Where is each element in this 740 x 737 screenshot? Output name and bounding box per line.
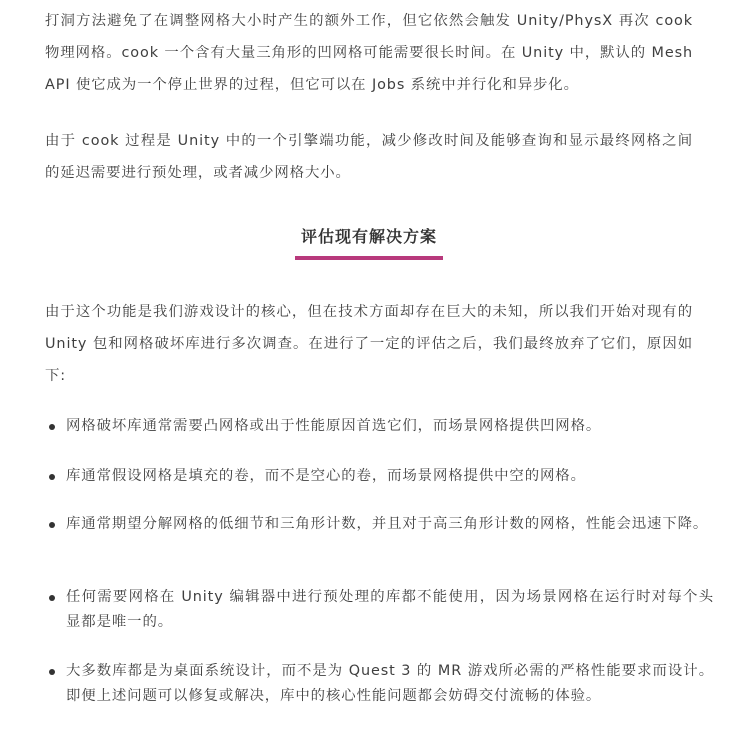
list-item-text: 库通常假设网格是填充的卷，而不是空心的卷，而场景网格提供中空的网格。	[66, 468, 586, 484]
section-heading: 评估现有解决方案	[295, 224, 443, 260]
list-item-text: 任何需要网格在 Unity 编辑器中进行预处理的库都不能使用，因为场景网格在运行时对每个头显都是唯一的。	[66, 589, 714, 630]
bullet-dot-icon	[49, 595, 55, 601]
list-item-text: 网格破坏库通常需要凸网格或出于性能原因首选它们，而场景网格提供凹网格。	[66, 418, 602, 434]
section-heading-container	[45, 224, 693, 260]
list-item-text: 库通常期望分解网格的低细节和三角形计数，并且对于高三角形计数的网格，性能会迅速下降。	[66, 516, 709, 532]
bullet-dot-icon	[49, 474, 55, 480]
list-item	[45, 411, 714, 439]
bullet-dot-icon	[49, 669, 55, 675]
list-item	[45, 582, 714, 635]
list-item-text: 大多数库都是为桌面系统设计，而不是为 Quest 3 的 MR 游戏所必需的严格性能要求而设计。即便上述问题可以修复或解决，库中的核心性能问题都会妨碍交付流畅的体验。	[66, 663, 714, 704]
bullet-dot-icon	[49, 522, 55, 528]
paragraph-cook-physics: 打洞方法避免了在调整网格大小时产生的额外工作，但它依然会触发 Unity/PhysX 再次 cook 物理网格。cook 一个含有大量三角形的凹网格可能需要很长时间。在 Unity 中，默认的 Mesh API 使它成为一个停止世界的过程，但它可以在 Jobs 系统中并行化和异步化。	[45, 13, 693, 93]
paragraph-intro: 由于这个功能是我们游戏设计的核心，但在技术方面却存在巨大的未知，所以我们开始对现有的 Unity 包和网格破坏库进行多次调查。在进行了一定的评估之后，我们最终放弃了它们，原因如下:	[45, 304, 693, 384]
bullet-dot-icon	[49, 424, 55, 430]
list-item	[45, 461, 714, 489]
paragraph-preprocessing: 由于 cook 过程是 Unity 中的一个引擎端功能，减少修改时间及能够查询和显示最终网格之间的延迟需要进行预处理，或者减少网格大小。	[45, 133, 693, 181]
list-item	[45, 509, 714, 537]
list-item	[45, 656, 714, 709]
